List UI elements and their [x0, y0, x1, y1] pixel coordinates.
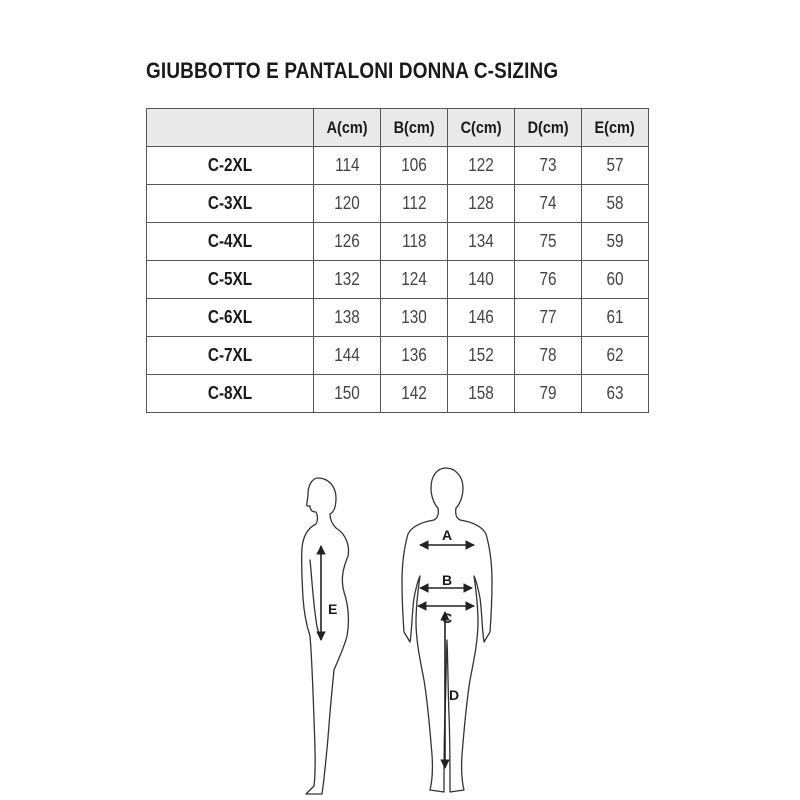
column-header: E(cm)	[582, 109, 649, 147]
table-row	[147, 185, 649, 223]
table-cell: 59	[582, 223, 649, 261]
table-cell: 114	[314, 147, 381, 185]
table-cell: 73	[515, 147, 582, 185]
table-cell: 146	[448, 299, 515, 337]
table-header-row	[147, 109, 649, 147]
front-view-figure	[402, 468, 492, 792]
table-cell: 138	[314, 299, 381, 337]
column-header: A(cm)	[314, 109, 381, 147]
table-cell: 58	[582, 185, 649, 223]
label-c: C	[442, 610, 453, 626]
table-cell: 79	[515, 375, 582, 413]
size-label: C-6XL	[147, 299, 314, 337]
table-cell: 76	[515, 261, 582, 299]
table-cell: 106	[381, 147, 448, 185]
table-row	[147, 147, 649, 185]
size-label: C-3XL	[147, 185, 314, 223]
table-cell: 130	[381, 299, 448, 337]
table-cell: 144	[314, 337, 381, 375]
table-cell: 120	[314, 185, 381, 223]
table-cell: 77	[515, 299, 582, 337]
table-cell: 158	[448, 375, 515, 413]
column-header: B(cm)	[381, 109, 448, 147]
label-d: D	[449, 687, 460, 703]
table-cell: 74	[515, 185, 582, 223]
table-cell: 132	[314, 261, 381, 299]
table-row	[147, 261, 649, 299]
size-label: C-2XL	[147, 147, 314, 185]
table-cell: 134	[448, 223, 515, 261]
size-label: C-5XL	[147, 261, 314, 299]
size-table	[146, 108, 649, 413]
table-cell: 112	[381, 185, 448, 223]
table-cell: 126	[314, 223, 381, 261]
table-row	[147, 223, 649, 261]
table-cell: 122	[448, 147, 515, 185]
table-cell: 142	[381, 375, 448, 413]
label-b: B	[442, 572, 453, 588]
size-label: C-8XL	[147, 375, 314, 413]
table-cell: 118	[381, 223, 448, 261]
table-row	[147, 299, 649, 337]
size-label: C-4XL	[147, 223, 314, 261]
table-cell: 63	[582, 375, 649, 413]
table-row	[147, 337, 649, 375]
measurement-figures	[0, 455, 800, 800]
table-corner-cell	[147, 109, 314, 147]
table-cell: 150	[314, 375, 381, 413]
label-e: E	[328, 601, 338, 617]
table-cell: 75	[515, 223, 582, 261]
table-cell: 136	[381, 337, 448, 375]
column-header: D(cm)	[515, 109, 582, 147]
size-label: C-7XL	[147, 337, 314, 375]
page-title: GIUBBOTTO E PANTALONI DONNA C-SIZING	[146, 58, 559, 83]
table-cell: 57	[582, 147, 649, 185]
table-cell: 140	[448, 261, 515, 299]
table-cell: 62	[582, 337, 649, 375]
side-view-figure	[302, 478, 349, 794]
table-cell: 128	[448, 185, 515, 223]
label-a: A	[442, 527, 453, 543]
table-cell: 60	[582, 261, 649, 299]
table-cell: 124	[381, 261, 448, 299]
table-row	[147, 375, 649, 413]
table-cell: 78	[515, 337, 582, 375]
table-cell: 61	[582, 299, 649, 337]
column-header: C(cm)	[448, 109, 515, 147]
table-cell: 152	[448, 337, 515, 375]
